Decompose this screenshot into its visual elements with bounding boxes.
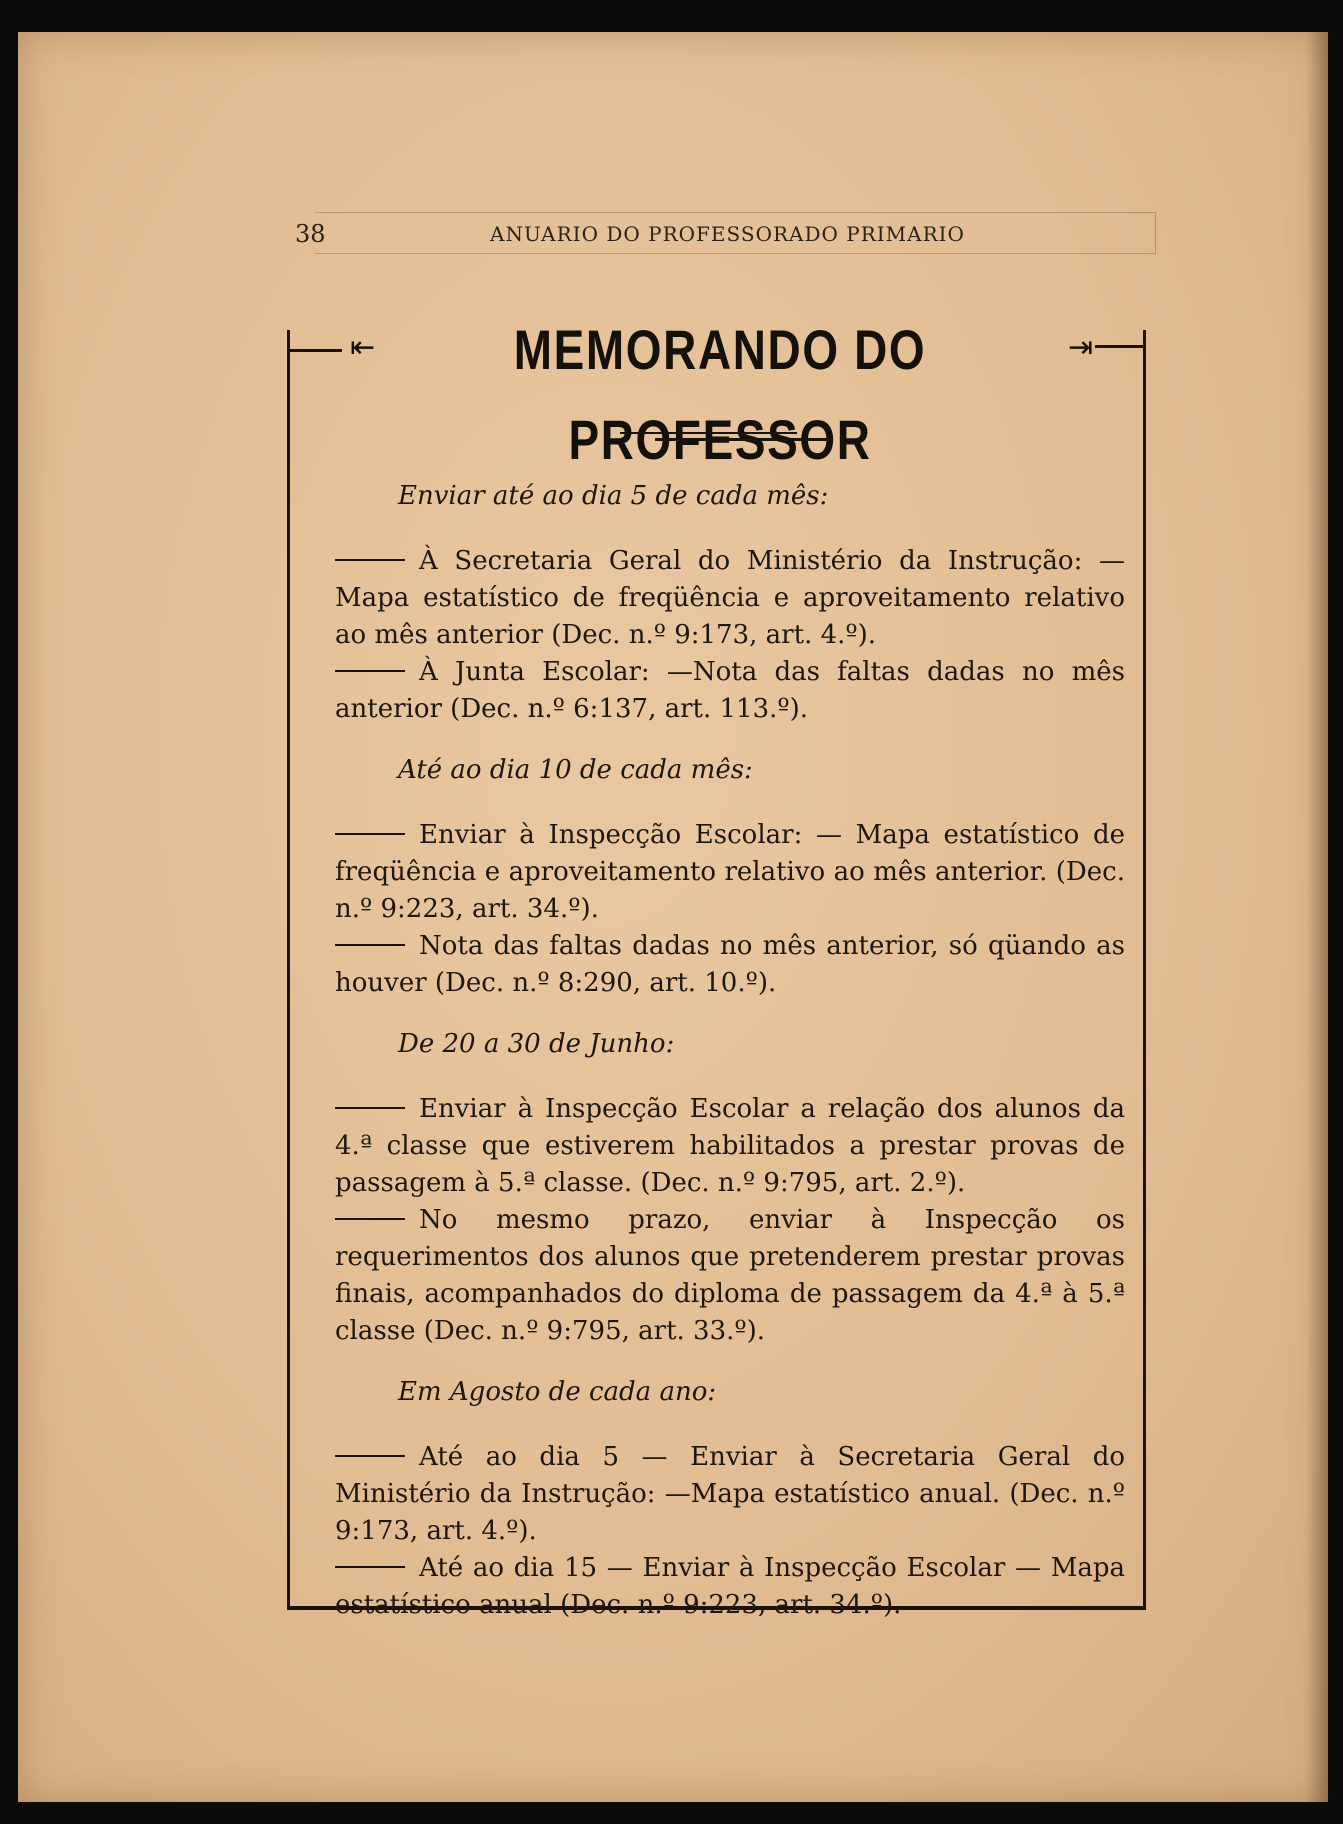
memo-item — [335, 1091, 1125, 1202]
page-title: MEMORANDO DO PROFESSOR — [513, 318, 927, 471]
title-block — [340, 305, 1100, 471]
memo-item-text: Nota das faltas dadas no mês anterior, só qüando as houver (Dec. n.º 8:290, art. 10.º). — [335, 931, 1125, 998]
dash-rule — [335, 944, 405, 946]
page-number: 38 — [295, 220, 326, 248]
dash-rule — [335, 833, 405, 835]
section-gap — [335, 1002, 1125, 1026]
dash-rule — [335, 1107, 405, 1109]
dash-rule — [335, 1566, 405, 1568]
memo-item — [335, 1550, 1125, 1624]
right-arrow-ornament-icon: ⇥ — [1068, 330, 1094, 365]
section-gap — [335, 728, 1125, 752]
memo-content — [335, 478, 1125, 1624]
dash-rule — [335, 670, 405, 672]
memo-item-text: Enviar à Inspecção Escolar: — Mapa estatístico de freqüência e aproveitamento relativo ao mês anterior. (Dec. n.º 9:223, art. 34.º). — [335, 820, 1125, 924]
running-head — [295, 210, 1165, 270]
section-title: Enviar até ao dia 5 de cada mês: — [398, 481, 829, 511]
section-gap — [335, 1350, 1125, 1374]
memo-item-text: À Secretaria Geral do Ministério da Instrução: —Mapa estatístico de freqüência e aproveitamento relativo ao mês anterior (Dec. n.º 9:173, art. 4.º). — [335, 546, 1125, 650]
memo-item-text: Até ao dia 15 — Enviar à Inspecção Escolar — Mapa estatístico anual (Dec. n.º 9:223, art. 34.º). — [335, 1553, 1125, 1620]
frame-top-left-rule — [287, 349, 342, 352]
memo-item — [335, 654, 1125, 728]
memo-item-text: Até ao dia 5 — Enviar à Secretaria Geral do Ministério da Instrução: —Mapa estatístico anual. (Dec. n.º 9:173, art. 4.º). — [335, 1442, 1125, 1546]
frame-top-right-rule — [1095, 345, 1143, 348]
memo-item — [335, 928, 1125, 1002]
running-title: ANUARIO DO PROFESSORADO PRIMARIO — [490, 222, 965, 246]
decorative-rule-thick — [655, 438, 832, 441]
dash-rule — [335, 559, 405, 561]
dash-rule — [335, 1455, 405, 1457]
memo-item-text: No mesmo prazo, enviar à Inspecção os requerimentos dos alunos que pretenderem prestar provas finais, acompanhados do diploma de passagem da 4.ª à 5.ª classe (Dec. n.º 9:795, art. 33.º). — [335, 1205, 1125, 1346]
section-monthly-day-10 — [335, 752, 1125, 1002]
section-august — [335, 1374, 1125, 1624]
decorative-rule-thin — [620, 432, 797, 434]
memo-item-text: Enviar à Inspecção Escolar a relação dos alunos da 4.ª classe que estiverem habilitados a prestar provas de passagem à 5.ª classe. (Dec. n.º 9:795, art. 2.º). — [335, 1094, 1125, 1198]
section-title: De 20 a 30 de Junho: — [398, 1029, 675, 1059]
memo-item-text: À Junta Escolar: —Nota das faltas dadas no mês anterior (Dec. n.º 6:137, art. 113.º). — [335, 657, 1125, 724]
memo-item — [335, 543, 1125, 654]
dash-rule — [335, 1218, 405, 1220]
memo-item — [335, 817, 1125, 928]
section-june — [335, 1026, 1125, 1350]
section-title: Até ao dia 10 de cada mês: — [398, 755, 753, 785]
section-title: Em Agosto de cada ano: — [398, 1377, 717, 1407]
memo-item — [335, 1439, 1125, 1550]
memo-item — [335, 1202, 1125, 1350]
section-monthly-day-5 — [335, 478, 1125, 728]
left-arrow-ornament-icon: ⇤ — [350, 330, 376, 365]
